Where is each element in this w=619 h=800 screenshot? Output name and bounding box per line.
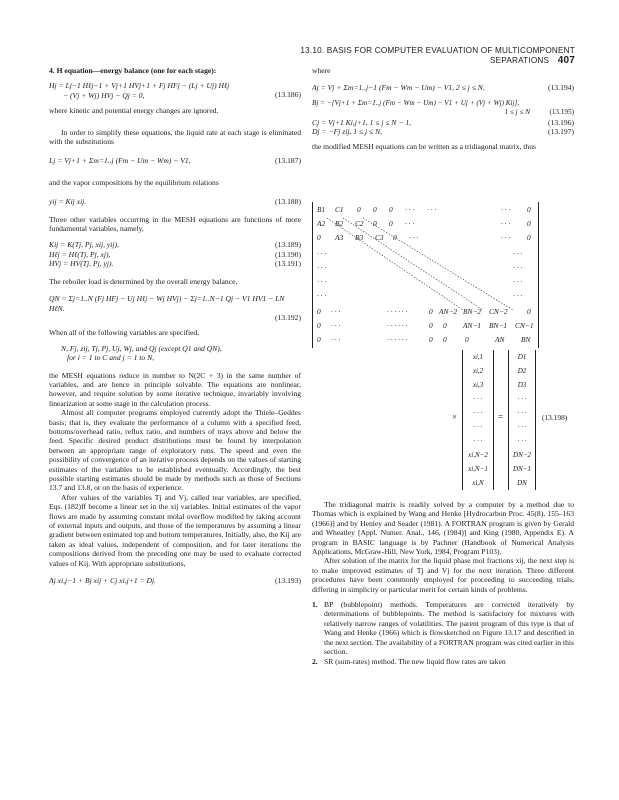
equation-13-192 — [49, 294, 301, 322]
equation-13-187 — [49, 156, 301, 165]
m-r3-c7: · · · — [501, 233, 511, 242]
eq186-line1: Hj = Lj−1 Hℓj−1 + Vj+1 HVj+1 + Fj HFj − (Lj + Uj) Hℓj — [49, 81, 230, 91]
eq190-number: (13.190) — [275, 249, 301, 259]
paragraph-kinetic: where kinetic and potential energy changes are ignored. — [49, 106, 219, 116]
m-rN-c4: 0 — [429, 335, 433, 344]
x-vec-7: · · · — [473, 437, 483, 445]
m-rN1-c8: CN−1 — [515, 321, 534, 330]
m-rN2-c7: CN−2 — [489, 307, 508, 316]
eq196-text: Cj = Vj+1 Ki,j+1, 1 ≤ j ≤ N − 1, — [312, 117, 412, 127]
eq195-line1: Bj = −[Vj+1 + Σm=1..j (Fm − Wm − Um) − V1 + Uj + (Vj + Wj) Kij], — [312, 98, 520, 107]
x-vec-6: · · · — [473, 423, 483, 431]
x-vec-5: · · · — [473, 409, 483, 417]
m-r3-c6: · · · — [409, 233, 419, 242]
m-r2-c7: · · · — [501, 219, 511, 228]
m-r1-c9: 0 — [527, 205, 531, 214]
equation-13-189 — [49, 240, 301, 249]
equation-13-190 — [49, 250, 301, 259]
x-vec-2: xi,2 — [472, 367, 484, 375]
eq187-number: (13.187) — [275, 156, 301, 166]
eq196-number: (13.196) — [548, 117, 574, 127]
d-vec-7: · · · — [517, 437, 527, 445]
equation-13-197 — [312, 127, 574, 136]
equation-13-194 — [312, 83, 574, 92]
x-vector — [462, 350, 494, 490]
diagonal-line-c — [363, 218, 513, 310]
equation-13-195 — [312, 99, 574, 118]
eq190-text: Hℓj = Hℓ(Tj, Pj, xj), — [49, 249, 111, 259]
paragraph-reboiler: The reboiler load is determined by the overall energy balance, — [49, 276, 238, 286]
spec-line-1: N, Fj, zij, Tj, Pj, Uj, Wj, and Qj (except Q1 and QN), — [61, 343, 222, 353]
x-vec-4: · · · — [473, 395, 483, 403]
eq193-text: Aj xi,j−1 + Bj xij + Cj xi,j+1 = Dj. — [49, 576, 157, 586]
m-r3-c1: 0 — [317, 233, 321, 242]
times-sign: × — [452, 412, 458, 422]
d-vector — [508, 350, 536, 490]
right-column — [312, 66, 574, 152]
x-vec-8: xi,N−2 — [468, 451, 488, 459]
d-vec-6: · · · — [517, 423, 527, 431]
m-dots-6: · · · — [513, 263, 523, 272]
m-rN2-c1: 0 — [317, 307, 321, 316]
m-dots-2: · · · — [317, 263, 327, 272]
m-rN2-c3: · · · · · · — [387, 307, 408, 316]
d-vec-1: D1 — [517, 353, 527, 361]
m-r1-c1: B1 — [317, 205, 326, 214]
left-column — [49, 66, 301, 585]
paragraph-simplify: In order to simplify these equations, the liquid rate at each stage is eliminated with the substitutions — [49, 127, 301, 147]
m-rN1-c6: AN−1 — [463, 321, 482, 330]
tridiagonal-matrix — [312, 202, 539, 348]
m-r2-c8: 0 — [527, 219, 531, 228]
m-rN-c6: 0 — [465, 335, 469, 344]
eq186-line2: − (Vj + Wj) HVj − Qj = 0, — [63, 90, 145, 100]
equals-sign: = — [498, 412, 504, 422]
eq192-text: QN = Σj=1..N (Fj HFj − Uj Hℓj − Wj HVj) − Σj=1..N−1 Qj − V1 HV1 − LN HℓN. — [49, 294, 285, 313]
equation-13-188 — [49, 197, 301, 206]
eq188-number: (13.188) — [275, 197, 301, 207]
m-rN1-c1: 0 — [317, 321, 321, 330]
paragraph-when: When all of the following variables are specified, — [49, 328, 200, 338]
m-r1-c7: · · · — [427, 205, 437, 214]
m-r3-c8: 0 — [527, 233, 531, 242]
page-number: 407 — [557, 55, 575, 66]
m-r2-c5: 0 — [389, 219, 393, 228]
eq191-number: (13.191) — [275, 259, 301, 269]
eq198-number: (13.198) — [542, 413, 568, 422]
item1-number: 1. — [312, 600, 318, 610]
paragraph-after-values: After values of the variables Tj and Vj, called tear variables, are specified, Eqs. (182)ff become a linear set in the xij variables. Initial estimates of the vapor flows are made by assuming constant molal overflow modified by taking account of external inputs and outputs, and those of the temperatures by assuming a linear gradient between estimated top and bottom temperatures. Initially, also, the Kij are taken as ideal values, independent of composition, and for later iterations the compositions derived from the preceding one may be used to evaluate corrected values of Kij. With appropriate substitutions, — [49, 492, 301, 568]
m-r3-c4: C3 — [375, 233, 384, 242]
m-r1-c8: · · · — [501, 205, 511, 214]
d-vec-9: DN−1 — [513, 465, 531, 473]
eq197-number: (13.197) — [548, 127, 574, 137]
eq193-number: (13.193) — [275, 576, 301, 586]
d-vec-3: D3 — [517, 381, 527, 389]
step4-title: 4. H equation—energy balance (one for each stage): — [49, 66, 217, 75]
paragraph-almost-all: Almost all computer programs employed currently adopt the Thiele–Geddes basis; that is, they evaluate the performance of a column with a specified feed, bottoms/overhead ratio, reflux ratio, and numbers of trays above and below the feed. Specific desired product distributions must be found by interpolation between an appropriate range of exploratory runs. The speed and even the possibility of convergence of an iterative process depends on the values of starting estimates of the variables to be established eventually. Accordingly, the best possible starting estimates should be made by methods such as those of Sections 13.7 and 13.8, or on the basis of experience. — [49, 408, 301, 493]
item2-text: SR (sum-rates) method. The new liquid flow rates are taken — [324, 656, 506, 666]
eq189-text: Kij = K(Tj, Pj, xij, yij), — [49, 240, 119, 250]
m-dots-1: · · · — [317, 249, 327, 258]
paragraph-mesh: the MESH equations reduce in number to N(2C + 3) in the same number of variables, and are hence in principle solvable. The equations are nonlinear, however, and require solution by some iterative technique, invariably involving linearization at some stage in the calculation process. — [49, 370, 301, 408]
m-r2-c4: 0 — [373, 219, 377, 228]
m-r3-c2: A3 — [335, 233, 344, 242]
m-r2-c1: A2 — [317, 219, 326, 228]
spec-line-2: for i = 1 to C and j = 1 to N, — [67, 353, 155, 363]
paragraph-three-variables: Three other variables occurring in the MESH equations are functions of more fundamental variables, namely, — [49, 214, 301, 234]
m-r3-c5: 0 — [393, 233, 397, 242]
m-r1-c4: 0 — [373, 205, 377, 214]
m-r1-c6: · · · — [405, 205, 415, 214]
m-r1-c2: C1 — [335, 205, 344, 214]
eq191-text: HVj = HV(Tj, Pj, yj). — [49, 259, 114, 269]
m-dots-4: · · · — [317, 291, 327, 300]
m-rN-c8: BN — [521, 335, 531, 344]
right-column-lower — [312, 500, 574, 666]
m-rN1-c5: 0 — [443, 321, 447, 330]
m-rN-c1: 0 — [317, 335, 321, 344]
eq187-text: Lj = Vj+1 + Σm=1..j (Fm − Um − Wm) − V1, — [49, 156, 191, 166]
item2-number: 2. — [312, 656, 318, 666]
paragraph-after-solution: After solution of the matrix for the liquid phase mol fractions xij, the next step is to make improved estimates of Tj and Vj for the next iteration. Three different procedures have been commonly employed for proceeding to succeeding trials, differing in simplicity or particular merit for certain kinds of problems. — [312, 556, 574, 594]
eq192-number: (13.192) — [275, 312, 301, 322]
x-vec-3: xi,3 — [472, 381, 484, 389]
running-header — [300, 46, 575, 66]
m-r3-c3: B3 — [355, 233, 364, 242]
m-r2-c6: · · · — [405, 219, 415, 228]
m-r1-c3: 0 — [357, 205, 361, 214]
eq188-text: yij = Kij xij. — [49, 197, 87, 207]
x-vec-1: xi,1 — [472, 353, 484, 361]
eq186-number: (13.186) — [275, 90, 301, 100]
m-dots-8: · · · — [513, 291, 523, 300]
m-r2-c2: B2 — [335, 219, 344, 228]
eq194-text: Aj = Vj + Σm=1..j−1 (Fm − Wm − Um) − V1, 2 ≤ j ≤ N, — [312, 83, 485, 93]
equation-13-193 — [49, 576, 301, 585]
equation-13-186 — [49, 81, 301, 100]
d-vec-5: · · · — [517, 409, 527, 417]
eq194-number: (13.194) — [548, 83, 574, 93]
x-vec-10: xi,N — [472, 479, 484, 487]
m-rN2-c6: BN−2 — [463, 307, 482, 316]
m-rN-c3: · · · · · · — [387, 335, 408, 344]
d-vec-4: · · · — [517, 395, 527, 403]
m-dots-3: · · · — [317, 277, 327, 286]
m-rN1-c2: · · · — [331, 321, 341, 330]
eq195-number: (13.195) — [549, 108, 574, 117]
m-rN2-c4: 0 — [429, 307, 433, 316]
list-item-bp-method — [312, 600, 574, 656]
where-label: where — [312, 66, 331, 75]
eq189-number: (13.189) — [275, 240, 301, 250]
paragraph-modified-mesh: the modified MESH equations can be written as a tridiagonal matrix, thus — [312, 142, 536, 152]
diagonal-line-a — [327, 218, 463, 310]
m-rN2-c8: 0 — [527, 307, 531, 316]
eq195-line2: 1 ≤ j ≤ N — [504, 108, 530, 117]
m-rN1-c3: · · · · · · — [387, 321, 408, 330]
diagonal-line-b — [343, 218, 483, 310]
m-dots-5: · · · — [513, 249, 523, 258]
d-vec-8: DN−2 — [513, 451, 531, 459]
m-rN2-c2: · · · — [331, 307, 341, 316]
m-rN-c2: · · · — [331, 335, 341, 344]
paragraph-vapor: and the vapor compositions by the equilibrium relations — [49, 177, 219, 187]
m-r1-c5: 0 — [389, 205, 393, 214]
m-dots-7: · · · — [513, 277, 523, 286]
running-title: 13.10. BASIS FOR COMPUTER EVALUATION OF MULTICOMPONENT SEPARATIONS — [300, 46, 575, 65]
d-vec-2: D2 — [517, 367, 527, 375]
m-rN-c7: AN — [495, 335, 505, 344]
list-item-sr-method — [312, 657, 574, 666]
x-vec-9: xi,N−1 — [468, 465, 488, 473]
equation-13-191 — [49, 259, 301, 268]
paragraph-tridiagonal: The tridiagonal matrix is readily solved by a computer by a method due to Thomas which is explained by Wang and Henke [Hydrocarbon Proc. 45(8), 155–163 (1966)] and by Henley and Seader (1981). A FORTRAN program is given by Gerald and Wheatley [Appl. Numer. Anal., 146, (1984)] and King (1980, Appendix E). A program in BASIC language is by Pachner (Handbook of Numerical Analysis Applications, McGraw-Hill, New York, 1984, Program P103). — [312, 500, 574, 557]
eq197-text: Dj = −Fj zij, 1 ≤ j ≤ N, — [312, 127, 383, 137]
m-rN1-c7: BN−1 — [489, 321, 508, 330]
m-rN2-c5: AN−2 — [439, 307, 458, 316]
m-rN-c5: 0 — [443, 335, 447, 344]
m-r2-c3: C2 — [355, 219, 364, 228]
m-rN1-c4: 0 — [429, 321, 433, 330]
equation-13-196 — [312, 118, 574, 127]
d-vec-10: DN — [517, 479, 527, 487]
item1-text: BP (bubblepoint) methods. Temperatures are corrected iteratively by determinations of bubblepoints. The method is satisfactory for mixtures with relatively narrow ranges of volatilities. The parent program of this type is that of Wang and Henke (1966) which is flowsketched on Figure 13.17 and described in the next section. The availability of a FORTRAN program was cited earlier in this section. — [324, 600, 574, 657]
